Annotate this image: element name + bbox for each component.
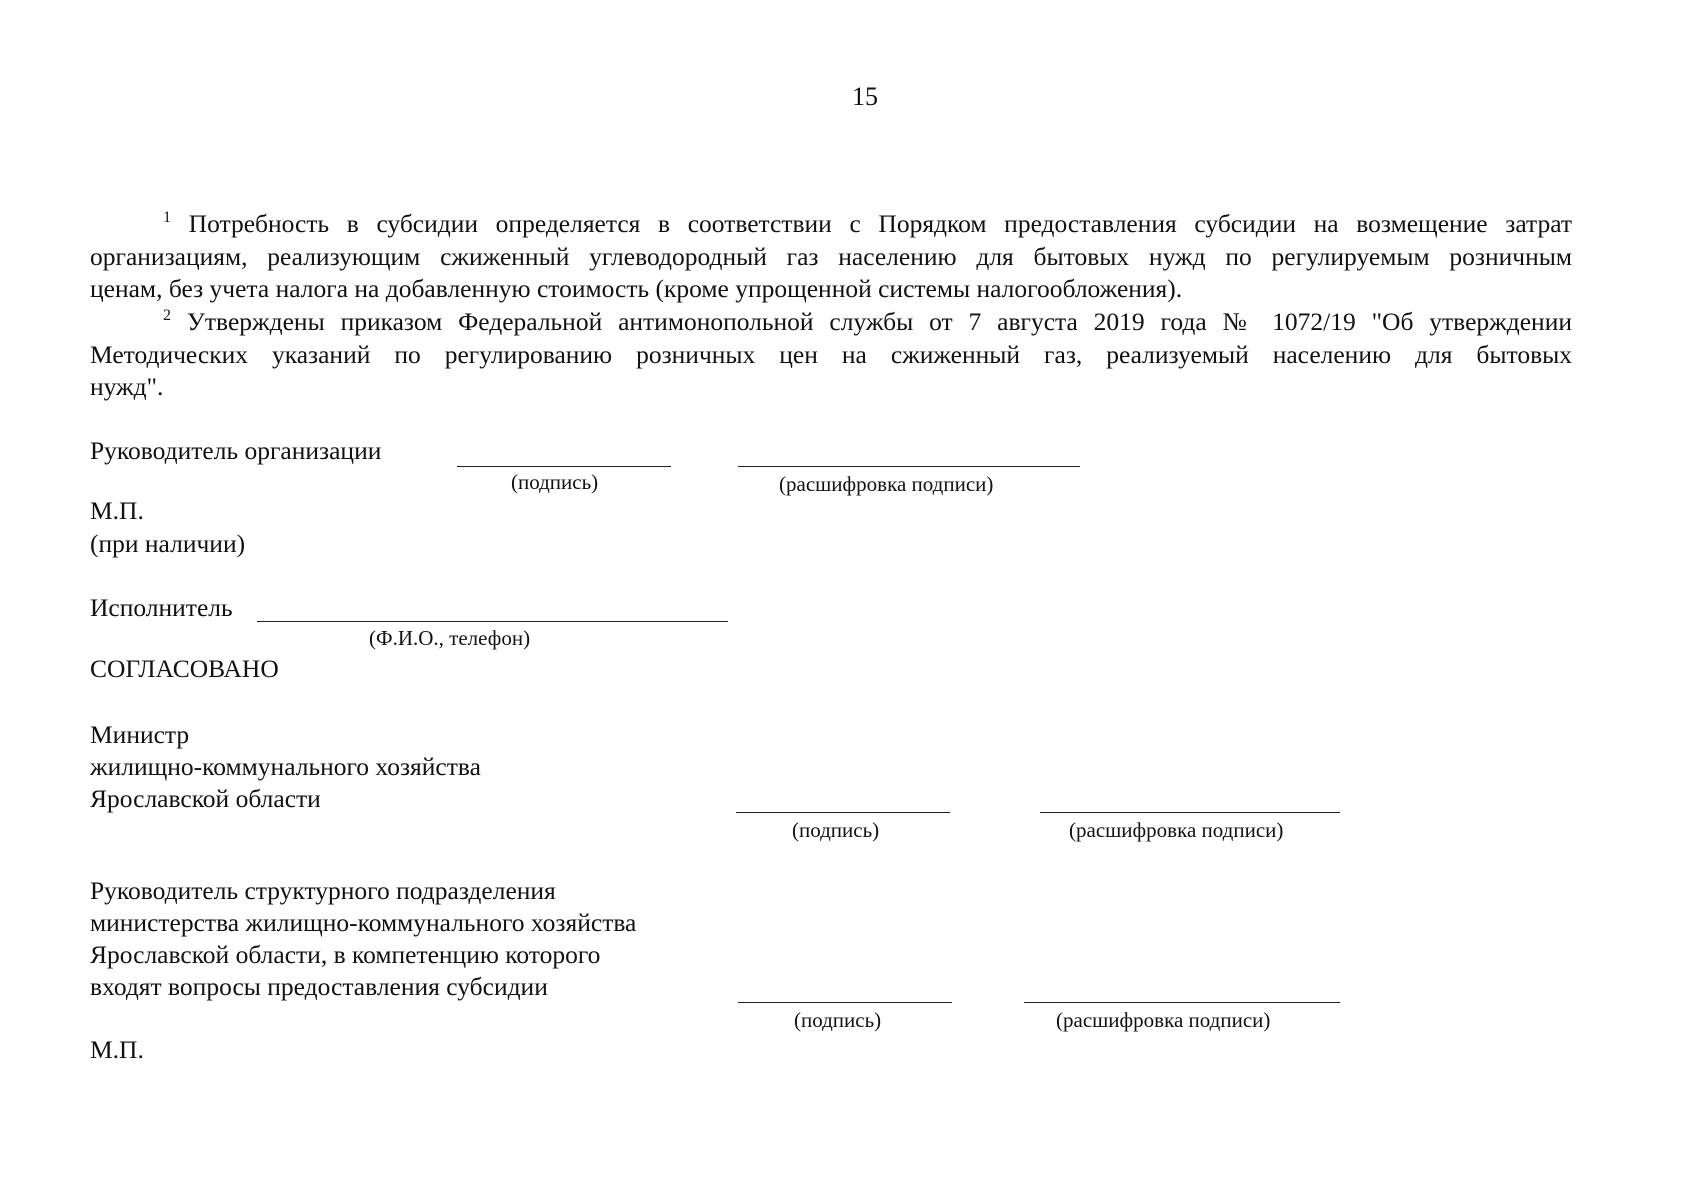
footnote-2-text-1: Утверждены приказом Федеральной антимонопольной службы от 7 августа 2019 года № 1072/19 "Об утверждении [186,307,1572,336]
footnote-1-line-3: ценам, без учета налога на добавленную стоимость (кроме упрощенной системы налогообложения). [90,274,1183,303]
stamp-note: (при наличии) [90,529,246,558]
executor-line [257,621,728,622]
executor-caption: (Ф.И.О., телефон) [369,626,531,650]
footnote-2-line-1 [90,306,1572,339]
org-head-label: Руководитель организации [90,436,382,465]
footnote-1-line-2: организациям, реализующим сжиженный углеводородный газ населению для бытовых нужд по регулируемым розничным [90,241,1572,271]
org-head-signature-caption: (подпись) [511,470,599,494]
executor-label: Исполнитель [90,593,233,622]
department-head-line-1: Руководитель структурного подразделения [90,876,556,905]
footnote-1 [90,208,1572,306]
minister-decode-caption: (расшифровка подписи) [1069,818,1284,842]
footnote-2-line-3: нужд". [90,372,164,401]
org-head-decode-caption: (расшифровка подписи) [779,472,994,496]
department-head-line-2: министерства жилищно-коммунального хозяйства [90,908,637,937]
minister-signature-line [736,812,950,813]
final-stamp-label: М.П. [90,1035,144,1064]
footnote-1-line-1 [90,208,1572,241]
agreed-heading: СОГЛАСОВАНО [90,654,279,683]
department-head-decode-line [1024,1002,1340,1003]
department-head-decode-caption: (расшифровка подписи) [1056,1008,1271,1032]
footnote-2-marker: 2 [163,307,171,324]
org-head-signature-line [457,466,671,467]
minister-signature-caption: (подпись) [792,818,880,842]
department-head-signature-line [738,1002,952,1003]
org-head-decode-line [738,466,1080,467]
department-head-signature-caption: (подпись) [794,1008,882,1032]
minister-line-3: Ярославской области [90,784,321,813]
minister-decode-line [1040,812,1340,813]
footnote-1-text-1: Потребность в субсидии определяется в соответствии с Порядком предоставления субсидии на возмещение затрат [188,209,1573,238]
stamp-label: М.П. [90,496,144,525]
page-number: 15 [852,82,878,111]
footnote-2 [90,306,1572,404]
department-head-line-3: Ярославской области, в компетенцию которого [90,940,601,969]
minister-line-2: жилищно-коммунального хозяйства [90,752,481,781]
department-head-line-4: входят вопросы предоставления субсидии [90,972,548,1001]
footnote-2-line-2: Методических указаний по регулированию розничных цен на сжиженный газ, реализуемый населению для бытовых [90,339,1572,369]
minister-line-1: Министр [90,720,190,749]
footnote-1-marker: 1 [163,209,171,226]
